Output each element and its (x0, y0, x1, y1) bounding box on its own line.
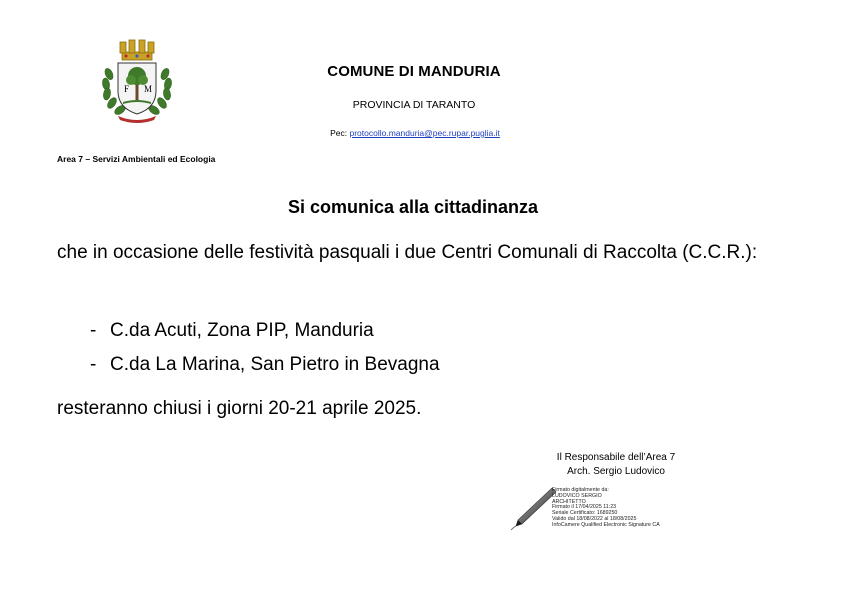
municipal-crest-icon (96, 36, 178, 124)
digital-signature-line: Firmato il 17/04/2025 11:23 (552, 504, 617, 511)
signer-name: Arch. Sergio Ludovico (567, 466, 665, 477)
pec-email-link[interactable]: protocollo.manduria@pec.rupar.puglia.it (349, 128, 500, 138)
pen-icon (508, 484, 558, 532)
department-name: Area 7 – Servizi Ambientali ed Ecologia (57, 154, 216, 164)
crest-letter-f: F (124, 84, 130, 94)
list-item: - C.da La Marina, San Pietro in Bevagna (90, 354, 440, 375)
digital-signature-line: Valido dal 18/08/2022 al 18/08/2025 (552, 515, 637, 522)
location-list (90, 314, 440, 382)
crest-letter-m: M (144, 84, 153, 94)
location-text: C.da Acuti, Zona PIP, Manduria (110, 320, 374, 341)
signer-role: Il Responsabile dell’Area 7 (556, 452, 676, 463)
notice-headline: Si comunica alla cittadinanza (287, 197, 539, 217)
crown-icon (120, 40, 154, 60)
organization-name: COMUNE DI MANDURIA (327, 63, 501, 80)
notice-intro: che in occasione delle festività pasquali i due Centri Comunali di Raccolta (C.C.R.): (57, 242, 758, 263)
pec-label: Pec: (330, 128, 348, 138)
digital-signature-line: LUDOVICO SERGIO (552, 492, 602, 499)
list-item: - C.da Acuti, Zona PIP, Manduria (90, 320, 374, 341)
digital-signature-line: InfoCamere Qualified Electronic Signature CA (552, 521, 660, 528)
province-name: PROVINCIA DI TARANTO (352, 99, 476, 111)
digital-signature-line: Seriale Certificato: 1689250 (552, 510, 618, 517)
notice-closing: resteranno chiusi i giorni 20-21 aprile 2025. (57, 398, 422, 419)
digital-signature-line: ARCHITETTO (552, 498, 586, 505)
digital-signature-line: Firmato digitalmente da: (552, 487, 609, 493)
digital-signature-block (552, 488, 660, 529)
pec-line (270, 128, 560, 138)
location-text: C.da La Marina, San Pietro in Bevagna (110, 354, 440, 375)
